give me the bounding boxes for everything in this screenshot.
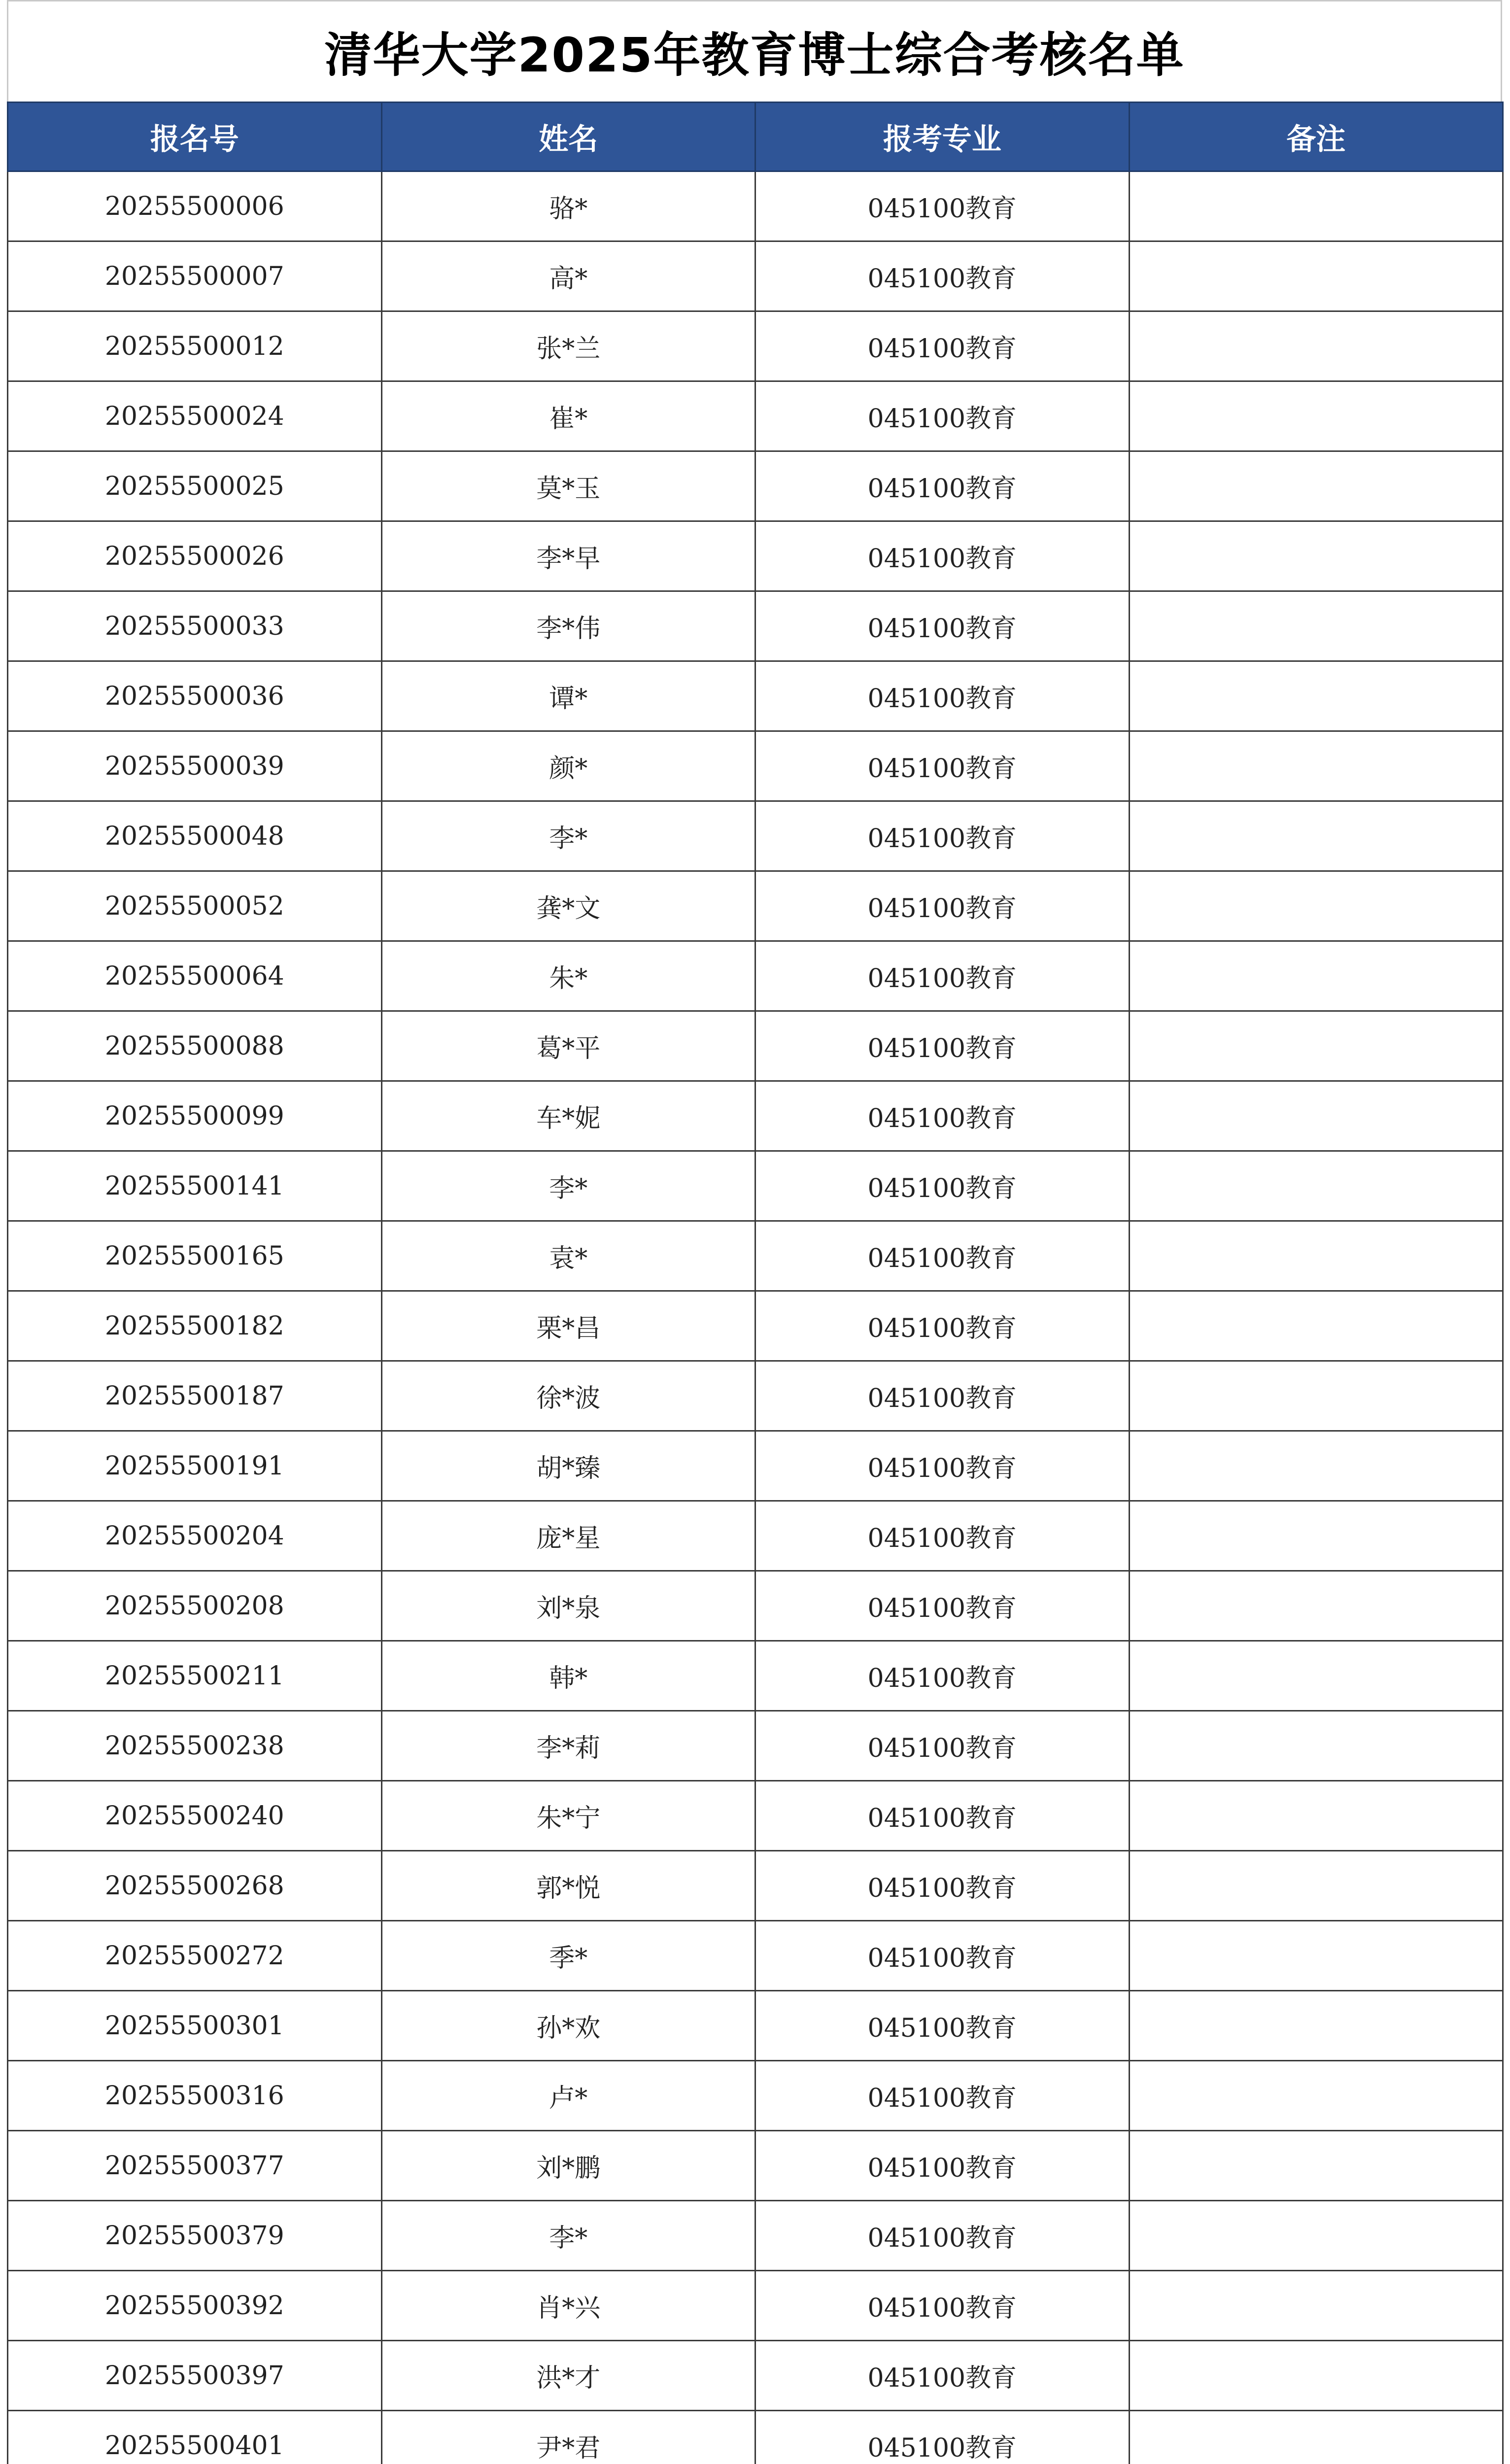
- cell-remark: [1129, 1081, 1503, 1151]
- cell-remark: [1129, 171, 1503, 241]
- table-row: [8, 2271, 1503, 2341]
- cell-registration-number: 20255500379: [8, 2201, 382, 2271]
- table-row: [8, 521, 1503, 591]
- cell-major: 045100教育: [755, 1431, 1130, 1501]
- cell-remark: [1129, 1361, 1503, 1431]
- cell-registration-number: 20255500012: [8, 311, 382, 381]
- cell-major: 045100教育: [755, 2131, 1130, 2201]
- cell-registration-number: 20255500397: [8, 2341, 382, 2411]
- table-row: [8, 1501, 1503, 1571]
- header-major: 报考专业: [755, 103, 1130, 171]
- cell-registration-number: 20255500141: [8, 1151, 382, 1221]
- cell-remark: [1129, 1921, 1503, 1991]
- table-row: [8, 1431, 1503, 1501]
- cell-name: 庞*星: [381, 1501, 755, 1571]
- cell-major: 045100教育: [755, 1991, 1130, 2061]
- cell-registration-number: 20255500301: [8, 1991, 382, 2061]
- cell-major: 045100教育: [755, 521, 1130, 591]
- cell-name: 徐*波: [381, 1361, 755, 1431]
- cell-name: 洪*才: [381, 2341, 755, 2411]
- cell-registration-number: 20255500211: [8, 1641, 382, 1711]
- cell-name: 郭*悦: [381, 1851, 755, 1921]
- cell-name: 葛*平: [381, 1011, 755, 1081]
- cell-major: 045100教育: [755, 1081, 1130, 1151]
- cell-major: 045100教育: [755, 871, 1130, 941]
- cell-name: 车*妮: [381, 1081, 755, 1151]
- cell-name: 韩*: [381, 1641, 755, 1711]
- table-row: [8, 2201, 1503, 2271]
- table-row: [8, 451, 1503, 521]
- table-row: [8, 1851, 1503, 1921]
- cell-name: 李*莉: [381, 1711, 755, 1781]
- cell-name: 卢*: [381, 2061, 755, 2131]
- table-row: [8, 731, 1503, 801]
- spreadsheet: [7, 0, 1502, 2464]
- header-registration-number: 报名号: [8, 103, 382, 171]
- header-remark: 备注: [1129, 103, 1503, 171]
- cell-name: 李*伟: [381, 591, 755, 661]
- cell-major: 045100教育: [755, 2341, 1130, 2411]
- table-row: [8, 1781, 1503, 1851]
- cell-registration-number: 20255500048: [8, 801, 382, 871]
- cell-name: 李*: [381, 801, 755, 871]
- cell-registration-number: 20255500064: [8, 941, 382, 1011]
- table-row: [8, 1291, 1503, 1361]
- cell-major: 045100教育: [755, 1361, 1130, 1431]
- cell-major: 045100教育: [755, 2201, 1130, 2271]
- cell-major: 045100教育: [755, 1221, 1130, 1291]
- table-row: [8, 2411, 1503, 2464]
- cell-major: 045100教育: [755, 591, 1130, 661]
- cell-name: 李*: [381, 2201, 755, 2271]
- page-title: 清华大学2025年教育博士综合考核名单: [324, 28, 1185, 83]
- cell-remark: [1129, 661, 1503, 731]
- cell-name: 朱*: [381, 941, 755, 1011]
- cell-remark: [1129, 1501, 1503, 1571]
- cell-remark: [1129, 2131, 1503, 2201]
- cell-remark: [1129, 2411, 1503, 2464]
- cell-name: 胡*臻: [381, 1431, 755, 1501]
- candidate-table: [7, 102, 1504, 2464]
- cell-registration-number: 20255500025: [8, 451, 382, 521]
- cell-remark: [1129, 2271, 1503, 2341]
- cell-major: 045100教育: [755, 1011, 1130, 1081]
- cell-registration-number: 20255500238: [8, 1711, 382, 1781]
- table-row: [8, 591, 1503, 661]
- table-row: [8, 1361, 1503, 1431]
- cell-major: 045100教育: [755, 451, 1130, 521]
- cell-major: 045100教育: [755, 941, 1130, 1011]
- cell-remark: [1129, 521, 1503, 591]
- header-row: [8, 103, 1503, 171]
- cell-major: 045100教育: [755, 1781, 1130, 1851]
- table-row: [8, 1081, 1503, 1151]
- cell-major: 045100教育: [755, 171, 1130, 241]
- cell-remark: [1129, 2201, 1503, 2271]
- title-cell: [7, 0, 1502, 102]
- cell-major: 045100教育: [755, 1641, 1130, 1711]
- cell-major: 045100教育: [755, 241, 1130, 311]
- cell-major: 045100教育: [755, 2061, 1130, 2131]
- cell-major: 045100教育: [755, 311, 1130, 381]
- cell-name: 崔*: [381, 381, 755, 451]
- cell-registration-number: 20255500088: [8, 1011, 382, 1081]
- cell-name: 栗*昌: [381, 1291, 755, 1361]
- cell-remark: [1129, 1571, 1503, 1641]
- cell-major: 045100教育: [755, 2411, 1130, 2464]
- cell-name: 张*兰: [381, 311, 755, 381]
- cell-remark: [1129, 1151, 1503, 1221]
- cell-registration-number: 20255500033: [8, 591, 382, 661]
- cell-remark: [1129, 311, 1503, 381]
- cell-name: 刘*泉: [381, 1571, 755, 1641]
- table-row: [8, 2341, 1503, 2411]
- cell-registration-number: 20255500182: [8, 1291, 382, 1361]
- cell-name: 高*: [381, 241, 755, 311]
- cell-remark: [1129, 1431, 1503, 1501]
- cell-remark: [1129, 1291, 1503, 1361]
- cell-remark: [1129, 801, 1503, 871]
- table-row: [8, 1571, 1503, 1641]
- table-row: [8, 171, 1503, 241]
- cell-remark: [1129, 731, 1503, 801]
- cell-name: 朱*宁: [381, 1781, 755, 1851]
- cell-major: 045100教育: [755, 2271, 1130, 2341]
- cell-registration-number: 20255500007: [8, 241, 382, 311]
- table-row: [8, 1921, 1503, 1991]
- table-row: [8, 1641, 1503, 1711]
- cell-major: 045100教育: [755, 381, 1130, 451]
- cell-registration-number: 20255500165: [8, 1221, 382, 1291]
- cell-remark: [1129, 2061, 1503, 2131]
- cell-name: 颜*: [381, 731, 755, 801]
- cell-registration-number: 20255500024: [8, 381, 382, 451]
- table-row: [8, 1991, 1503, 2061]
- cell-remark: [1129, 1221, 1503, 1291]
- cell-remark: [1129, 1991, 1503, 2061]
- table-row: [8, 1711, 1503, 1781]
- cell-registration-number: 20255500377: [8, 2131, 382, 2201]
- cell-major: 045100教育: [755, 731, 1130, 801]
- cell-name: 袁*: [381, 1221, 755, 1291]
- cell-remark: [1129, 241, 1503, 311]
- table-row: [8, 801, 1503, 871]
- table-row: [8, 381, 1503, 451]
- cell-name: 肖*兴: [381, 2271, 755, 2341]
- cell-registration-number: 20255500268: [8, 1851, 382, 1921]
- cell-registration-number: 20255500191: [8, 1431, 382, 1501]
- cell-remark: [1129, 2341, 1503, 2411]
- cell-registration-number: 20255500208: [8, 1571, 382, 1641]
- cell-remark: [1129, 1781, 1503, 1851]
- cell-major: 045100教育: [755, 1151, 1130, 1221]
- cell-registration-number: 20255500187: [8, 1361, 382, 1431]
- cell-remark: [1129, 1711, 1503, 1781]
- cell-registration-number: 20255500039: [8, 731, 382, 801]
- table-row: [8, 1221, 1503, 1291]
- cell-major: 045100教育: [755, 661, 1130, 731]
- table-row: [8, 2131, 1503, 2201]
- cell-registration-number: 20255500204: [8, 1501, 382, 1571]
- cell-registration-number: 20255500316: [8, 2061, 382, 2131]
- cell-remark: [1129, 871, 1503, 941]
- table-row: [8, 661, 1503, 731]
- cell-name: 李*: [381, 1151, 755, 1221]
- table-row: [8, 941, 1503, 1011]
- cell-major: 045100教育: [755, 1501, 1130, 1571]
- cell-remark: [1129, 1641, 1503, 1711]
- cell-major: 045100教育: [755, 801, 1130, 871]
- cell-major: 045100教育: [755, 1571, 1130, 1641]
- cell-remark: [1129, 1011, 1503, 1081]
- cell-name: 刘*鹏: [381, 2131, 755, 2201]
- table-header: [8, 103, 1503, 171]
- cell-remark: [1129, 591, 1503, 661]
- cell-registration-number: 20255500272: [8, 1921, 382, 1991]
- header-name: 姓名: [381, 103, 755, 171]
- cell-registration-number: 20255500240: [8, 1781, 382, 1851]
- table-row: [8, 2061, 1503, 2131]
- cell-registration-number: 20255500401: [8, 2411, 382, 2464]
- cell-major: 045100教育: [755, 1711, 1130, 1781]
- cell-name: 孙*欢: [381, 1991, 755, 2061]
- cell-registration-number: 20255500006: [8, 171, 382, 241]
- cell-remark: [1129, 941, 1503, 1011]
- cell-registration-number: 20255500026: [8, 521, 382, 591]
- cell-registration-number: 20255500036: [8, 661, 382, 731]
- cell-name: 季*: [381, 1921, 755, 1991]
- table-row: [8, 871, 1503, 941]
- cell-registration-number: 20255500099: [8, 1081, 382, 1151]
- table-row: [8, 241, 1503, 311]
- table-row: [8, 311, 1503, 381]
- cell-name: 莫*玉: [381, 451, 755, 521]
- cell-name: 谭*: [381, 661, 755, 731]
- cell-registration-number: 20255500392: [8, 2271, 382, 2341]
- cell-remark: [1129, 1851, 1503, 1921]
- cell-remark: [1129, 451, 1503, 521]
- cell-name: 尹*君: [381, 2411, 755, 2464]
- cell-name: 骆*: [381, 171, 755, 241]
- table-body: [8, 171, 1503, 2464]
- table-row: [8, 1151, 1503, 1221]
- cell-major: 045100教育: [755, 1921, 1130, 1991]
- cell-major: 045100教育: [755, 1291, 1130, 1361]
- cell-name: 李*早: [381, 521, 755, 591]
- cell-name: 龚*文: [381, 871, 755, 941]
- cell-remark: [1129, 381, 1503, 451]
- table-row: [8, 1011, 1503, 1081]
- cell-registration-number: 20255500052: [8, 871, 382, 941]
- cell-major: 045100教育: [755, 1851, 1130, 1921]
